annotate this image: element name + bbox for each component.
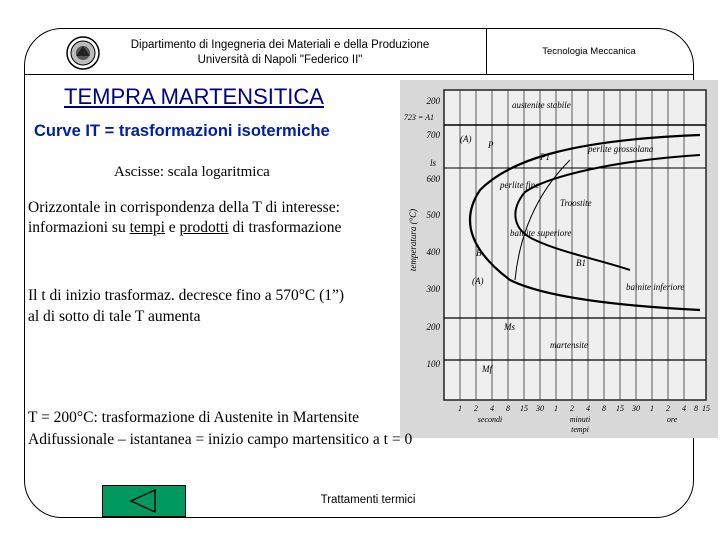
department-name xyxy=(110,38,450,68)
x-tick-label: 30 xyxy=(536,404,544,413)
x-tick-label: 8 xyxy=(506,404,510,413)
martensite-line-1: T = 200°C: trasformazione di Austenite in Martensite xyxy=(28,409,360,426)
x-tick-label: 2 xyxy=(666,404,670,413)
ttt-diagram xyxy=(400,80,718,438)
decrease-line-2: al di sotto di tale T aumenta xyxy=(28,308,201,325)
x-unit-label: secondi xyxy=(477,415,503,424)
horizontal-line-1: Orizzontale in corrispondenza della T di interesse: xyxy=(28,199,340,216)
y-tick-label: 100 xyxy=(426,359,440,369)
x-tick-label: 1 xyxy=(554,404,558,413)
back-triangle-icon xyxy=(103,486,185,516)
x-tick-label: 2 xyxy=(570,404,574,413)
y-tick-label: 700 xyxy=(426,130,440,140)
region-label-a-upper: (A) xyxy=(460,134,472,144)
ttt-diagram-svg xyxy=(400,80,718,438)
region-label-ms: Ms xyxy=(504,322,515,332)
region-label-p: P xyxy=(488,140,494,150)
university-seal-icon xyxy=(66,36,100,70)
decrease-line-1: Il t di inizio trasformaz. decresce fino a 570°C (1”) xyxy=(28,287,345,304)
header-divider xyxy=(24,74,694,75)
region-label-austenite-stabile: austenite stabile xyxy=(512,100,571,110)
y-tick-label: 300 xyxy=(426,284,440,294)
course-name: Tecnologia Meccanica xyxy=(542,46,636,57)
y-tick-label: 400 xyxy=(426,247,440,257)
slide-title: TEMPRA MARTENSITICA xyxy=(64,84,324,109)
region-label-bainite-inferiore: bainite inferiore xyxy=(626,282,685,292)
y-tick-label: 200 xyxy=(426,96,440,106)
region-label-a-lower: (A) xyxy=(472,276,484,286)
x-tick-label: 8 xyxy=(602,404,606,413)
text-fragment: e xyxy=(164,219,180,236)
x-tick-label: 4 xyxy=(682,404,686,413)
region-label-ls: ls xyxy=(430,158,437,168)
region-label-p1: P1 xyxy=(540,152,550,162)
underlined-word-prodotti: prodotti xyxy=(179,219,229,236)
region-label-mf: Mf xyxy=(482,364,492,374)
x-axis-label: tempi xyxy=(571,425,589,434)
x-tick-label: 15 xyxy=(616,404,624,413)
x-tick-label: 1 xyxy=(458,404,462,413)
region-label-b1: B1 xyxy=(576,258,586,268)
x-tick-label: 4 xyxy=(490,404,494,413)
x-tick-label: 30 xyxy=(632,404,640,413)
underlined-word-tempi: tempi xyxy=(129,219,165,236)
region-label-martensite: martensite xyxy=(550,340,588,350)
martensite-line-2: Adifussionale – istantanea = inizio campo martensitico a t = 0 xyxy=(28,431,413,448)
x-unit-label: ore xyxy=(666,415,678,424)
header-vertical-divider xyxy=(486,28,487,74)
region-label-perlite-fine: perlite fine xyxy=(500,180,540,190)
x-tick-label: 2 xyxy=(474,404,478,413)
region-label-bainite-superiore: bainite superiore xyxy=(510,228,572,238)
horizontal-line-2 xyxy=(28,218,341,238)
x-tick-label: 15 xyxy=(520,404,528,413)
department-line-1: Dipartimento di Ingegneria dei Materiali e della Produzione xyxy=(130,39,430,51)
department-line-2: Università di Napoli "Federico II" xyxy=(197,54,363,66)
y-axis-label: temperatura (°C) xyxy=(408,208,418,272)
text-fragment: di trasformazione xyxy=(228,219,342,236)
y-tick-label: 500 xyxy=(426,210,440,220)
slide-subtitle: Curve IT = trasformazioni isotermiche xyxy=(34,122,330,140)
text-fragment: informazioni su xyxy=(28,219,130,236)
footer-label: Trattamenti termici xyxy=(320,494,416,506)
abscissa-note: Ascisse: scala logaritmica xyxy=(114,164,270,180)
y-tick-label: 600 xyxy=(426,174,440,184)
y-tick-label: 200 xyxy=(426,322,440,332)
a1-label: 723 = A1 xyxy=(403,113,434,122)
back-button[interactable] xyxy=(102,485,186,517)
region-label-b: B xyxy=(476,248,482,258)
x-tick-label: 15 xyxy=(702,404,710,413)
x-tick-label: 1 xyxy=(650,404,654,413)
x-unit-label: minuti xyxy=(569,415,591,424)
x-tick-label: 8 xyxy=(694,404,698,413)
region-label-perlite-grossolana: perlite grossolana xyxy=(588,144,654,154)
region-label-troostite: Troostite xyxy=(560,198,592,208)
x-tick-label: 4 xyxy=(586,404,590,413)
